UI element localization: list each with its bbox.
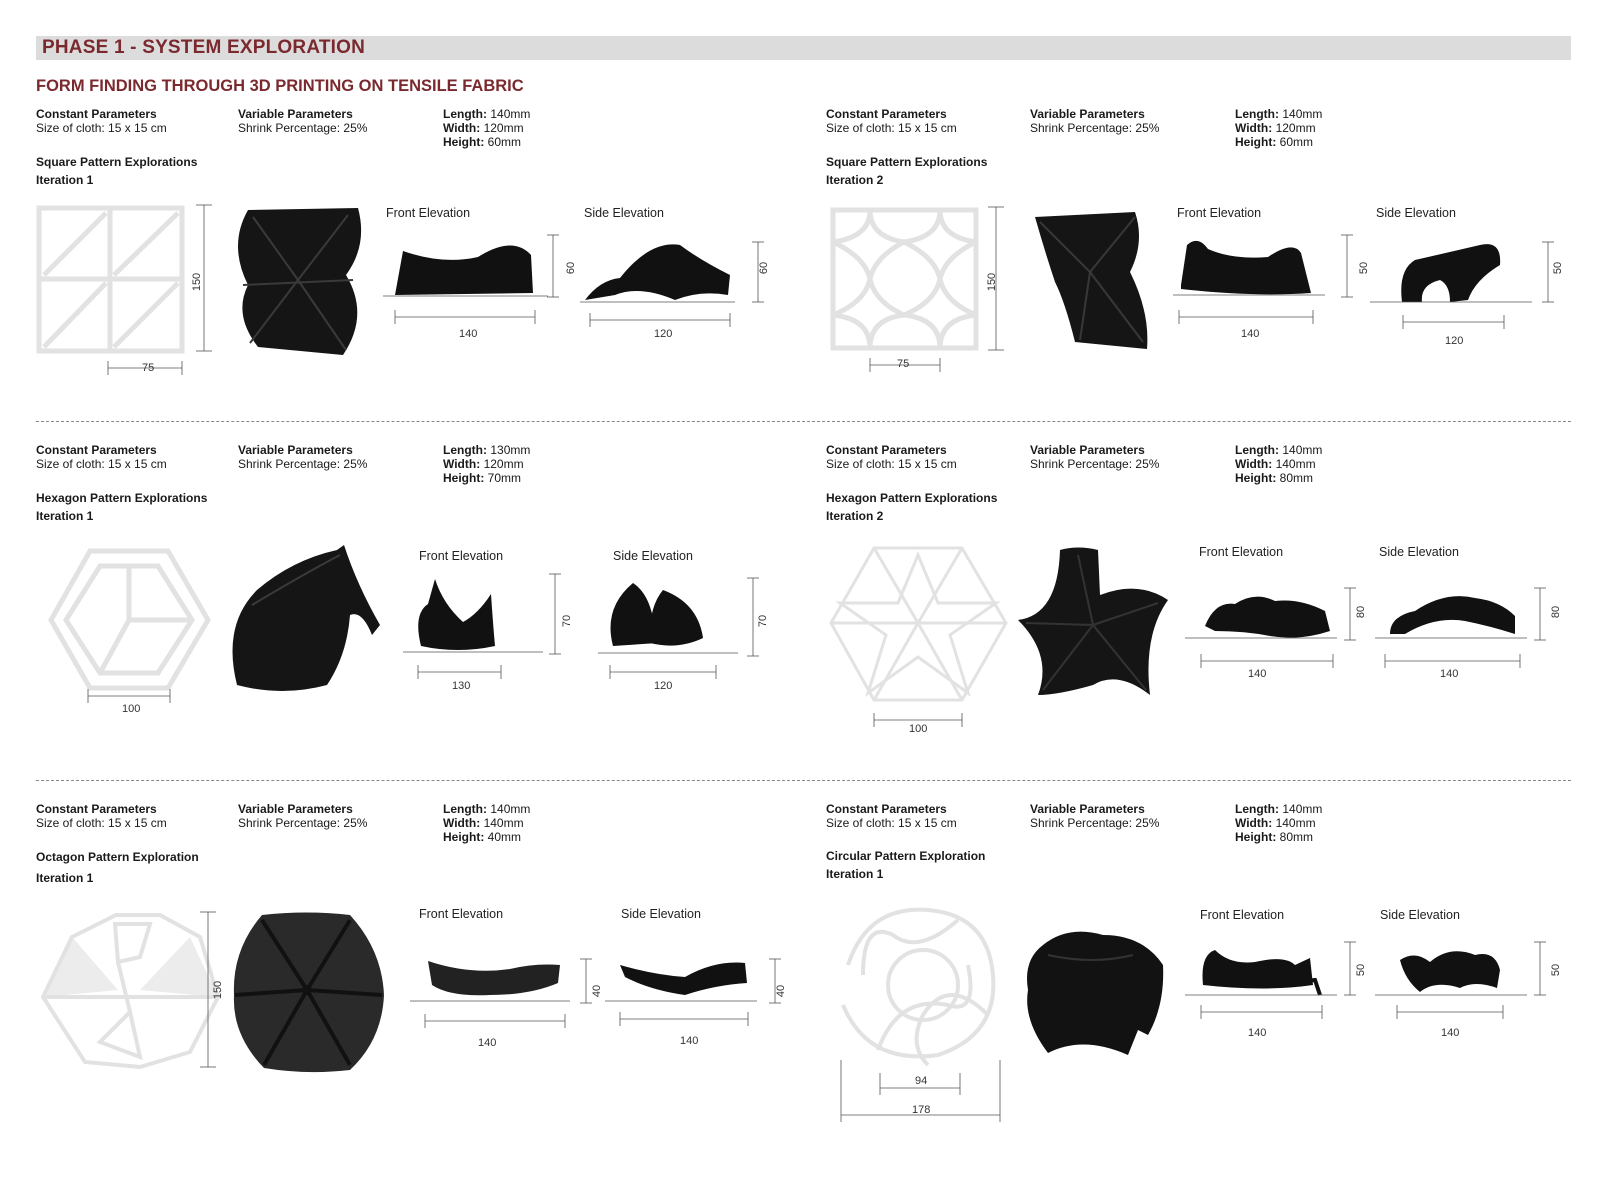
front-elevation-drawing (1185, 586, 1368, 676)
side-width-dimension: 120 (1445, 335, 1464, 347)
variable-label: Variable Parameters (238, 443, 353, 457)
variable-label: Variable Parameters (1030, 802, 1145, 816)
width-label: Width: (1235, 121, 1273, 135)
pattern-title: Octagon Pattern Exploration (36, 850, 199, 864)
front-width-dimension: 140 (459, 328, 478, 340)
variable-label: Variable Parameters (238, 802, 353, 816)
front-elevation-drawing (403, 574, 568, 684)
width-value: 140mm (1275, 457, 1316, 471)
side-width-dimension: 120 (654, 328, 673, 340)
iteration-label: Iteration 1 (36, 173, 94, 187)
pattern-title: Square Pattern Explorations (826, 155, 988, 169)
octagon-pattern-diagram (40, 912, 230, 1072)
width-value: 120mm (483, 121, 524, 135)
constant-label: Constant Parameters (826, 802, 947, 816)
side-height-dimension: 50 (1550, 963, 1563, 977)
constant-label: Constant Parameters (36, 443, 157, 457)
length-label: Length: (1235, 443, 1279, 457)
shrink-percentage: Shrink Percentage: 25% (1030, 457, 1160, 471)
height-value: 70mm (487, 471, 522, 485)
front-elevation-drawing (1173, 235, 1363, 335)
shrink-percentage: Shrink Percentage: 25% (238, 121, 368, 135)
page-subtitle: FORM FINDING THROUGH 3D PRINTING ON TENSILE FABRIC (36, 77, 524, 95)
side-elevation-drawing (1375, 940, 1563, 1035)
length-label: Length: (443, 443, 487, 457)
side-height-dimension: 60 (758, 261, 771, 275)
side-elevation-drawing (1370, 240, 1560, 340)
printed-form-photo (232, 910, 387, 1075)
printed-form-photo (228, 205, 373, 360)
variable-label: Variable Parameters (1030, 107, 1145, 121)
side-width-dimension: 120 (654, 680, 673, 692)
side-width-dimension: 140 (680, 1035, 699, 1047)
printed-form-photo (1023, 925, 1168, 1055)
front-height-dimension: 70 (561, 614, 574, 628)
width-label: Width: (443, 457, 481, 471)
front-height-dimension: 80 (1355, 605, 1368, 619)
front-elevation-label: Front Elevation (386, 206, 471, 220)
iteration-label: Iteration 1 (826, 867, 884, 881)
iteration-label: Iteration 1 (36, 509, 94, 523)
front-width-dimension: 140 (1248, 1027, 1267, 1039)
pattern-title: Square Pattern Explorations (36, 155, 198, 169)
length-label: Length: (443, 802, 487, 816)
length-label: Length: (1235, 802, 1279, 816)
width-label: Width: (443, 816, 481, 830)
side-elevation-label: Side Elevation (1380, 908, 1460, 922)
width-value: 140mm (1275, 816, 1316, 830)
height-value: 80mm (1279, 830, 1314, 844)
cloth-size: Size of cloth: 15 x 15 cm (826, 816, 957, 830)
front-width-dimension: 140 (478, 1037, 497, 1049)
cloth-size: Size of cloth: 15 x 15 cm (36, 457, 167, 471)
length-value: 140mm (1282, 802, 1323, 816)
dimension-height: 150 (191, 272, 204, 292)
side-height-dimension: 50 (1552, 261, 1565, 275)
page-title: PHASE 1 - SYSTEM EXPLORATION (42, 37, 366, 58)
length-value: 140mm (1282, 443, 1323, 457)
inner-diameter-dimension: 94 (915, 1075, 928, 1087)
square-pattern-diagram (830, 207, 1020, 387)
pattern-title: Circular Pattern Exploration (826, 849, 986, 863)
side-height-dimension: 70 (757, 614, 770, 628)
cloth-size: Size of cloth: 15 x 15 cm (36, 121, 167, 135)
height-label: Height: (443, 135, 485, 149)
side-height-dimension: 40 (775, 984, 788, 998)
length-label: Length: (443, 107, 487, 121)
width-label: Width: (1235, 816, 1273, 830)
length-value: 140mm (1282, 107, 1323, 121)
shrink-percentage: Shrink Percentage: 25% (238, 816, 368, 830)
section-divider (36, 421, 1571, 422)
side-elevation-drawing (580, 240, 770, 340)
pattern-title: Hexagon Pattern Explorations (36, 491, 208, 505)
front-width-dimension: 140 (1241, 328, 1260, 340)
front-width-dimension: 140 (1248, 668, 1267, 680)
side-elevation-label: Side Elevation (613, 549, 693, 563)
side-elevation-drawing (598, 578, 763, 688)
length-label: Length: (1235, 107, 1279, 121)
front-elevation-label: Front Elevation (1200, 908, 1285, 922)
dimension-width: 75 (897, 358, 910, 370)
section-divider (36, 780, 1571, 781)
length-value: 130mm (490, 443, 531, 457)
hexagon-pattern-diagram (48, 548, 218, 708)
width-label: Width: (443, 121, 481, 135)
side-elevation-drawing (1375, 586, 1563, 676)
printed-form-photo (232, 545, 392, 695)
cloth-size: Size of cloth: 15 x 15 cm (826, 457, 957, 471)
front-elevation-drawing (1185, 940, 1368, 1035)
front-elevation-label: Front Elevation (419, 549, 504, 563)
front-elevation-label: Front Elevation (1177, 206, 1262, 220)
dimension-height: 150 (212, 980, 225, 1000)
iteration-label: Iteration 1 (36, 871, 94, 885)
width-label: Width: (1235, 457, 1273, 471)
variable-label: Variable Parameters (238, 107, 353, 121)
circular-pattern-diagram (838, 905, 1008, 1125)
side-elevation-label: Side Elevation (1379, 545, 1459, 559)
width-value: 120mm (1275, 121, 1316, 135)
front-elevation-label: Front Elevation (1199, 545, 1284, 559)
dimension-width: 100 (122, 703, 141, 715)
cloth-size: Size of cloth: 15 x 15 cm (826, 121, 957, 135)
outer-diameter-dimension: 178 (912, 1104, 931, 1116)
width-value: 140mm (483, 816, 524, 830)
dimension-width: 100 (909, 723, 928, 735)
side-elevation-label: Side Elevation (584, 206, 664, 220)
square-pattern-diagram (36, 205, 226, 385)
iteration-label: Iteration 2 (826, 509, 884, 523)
height-value: 60mm (1279, 135, 1314, 149)
printed-form-photo (1035, 212, 1165, 352)
front-height-dimension: 50 (1358, 261, 1371, 275)
front-elevation-drawing (383, 235, 573, 335)
front-elevation-drawing (410, 955, 600, 1050)
length-value: 140mm (490, 802, 531, 816)
height-value: 60mm (487, 135, 522, 149)
iteration-label: Iteration 2 (826, 173, 884, 187)
front-width-dimension: 130 (452, 680, 471, 692)
constant-label: Constant Parameters (826, 443, 947, 457)
constant-label: Constant Parameters (826, 107, 947, 121)
side-width-dimension: 140 (1441, 1027, 1460, 1039)
front-height-dimension: 50 (1355, 963, 1368, 977)
height-value: 80mm (1279, 471, 1314, 485)
side-elevation-label: Side Elevation (1376, 206, 1456, 220)
height-label: Height: (443, 830, 485, 844)
width-value: 120mm (483, 457, 524, 471)
side-height-dimension: 80 (1550, 605, 1563, 619)
front-height-dimension: 40 (591, 984, 604, 998)
printed-form-photo (1018, 545, 1178, 700)
hexagon-star-pattern-diagram (828, 545, 1013, 730)
height-label: Height: (1235, 830, 1277, 844)
shrink-percentage: Shrink Percentage: 25% (1030, 816, 1160, 830)
height-label: Height: (1235, 135, 1277, 149)
variable-label: Variable Parameters (1030, 443, 1145, 457)
shrink-percentage: Shrink Percentage: 25% (238, 457, 368, 471)
constant-label: Constant Parameters (36, 107, 157, 121)
height-value: 40mm (487, 830, 522, 844)
pattern-title: Hexagon Pattern Explorations (826, 491, 998, 505)
height-label: Height: (1235, 471, 1277, 485)
front-elevation-label: Front Elevation (419, 907, 504, 921)
side-elevation-drawing (605, 955, 795, 1050)
cloth-size: Size of cloth: 15 x 15 cm (36, 816, 167, 830)
side-elevation-label: Side Elevation (621, 907, 701, 921)
dimension-width: 75 (142, 362, 155, 374)
length-value: 140mm (490, 107, 531, 121)
dimension-height: 150 (986, 272, 999, 292)
height-label: Height: (443, 471, 485, 485)
side-width-dimension: 140 (1440, 668, 1459, 680)
shrink-percentage: Shrink Percentage: 25% (1030, 121, 1160, 135)
front-height-dimension: 60 (565, 261, 578, 275)
constant-label: Constant Parameters (36, 802, 157, 816)
